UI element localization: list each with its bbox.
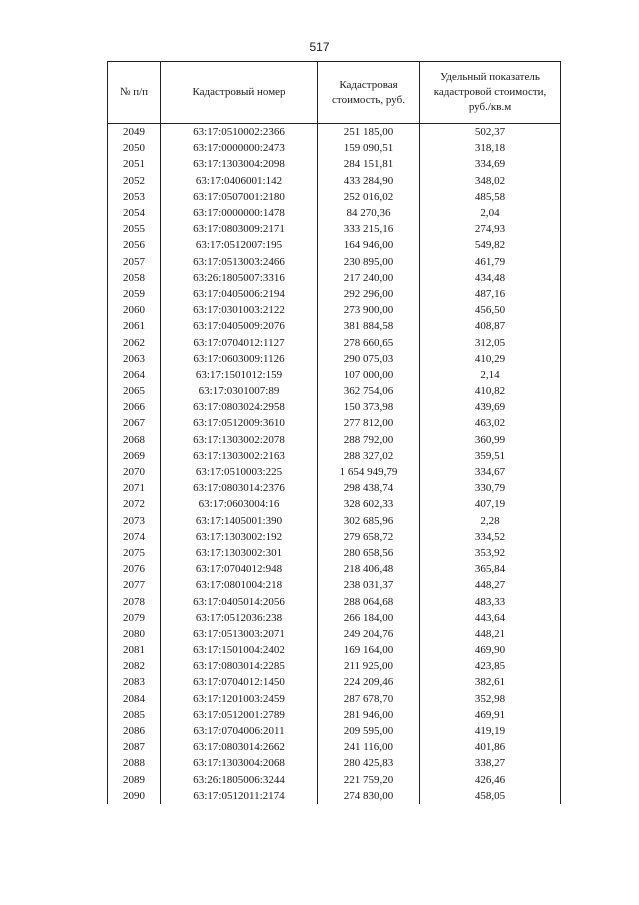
table-row [108,367,561,383]
table-row [108,432,561,448]
table-header-row [108,62,561,124]
cell-cadastral-number: 63:17:0704012:1450 [161,674,318,690]
cell-cadastral-value: 433 284,90 [318,173,420,189]
cell-cadastral-value: 280 425,83 [318,755,420,771]
cell-num: 2086 [108,723,161,739]
table-row [108,658,561,674]
cell-cadastral-value: 230 895,00 [318,254,420,270]
cell-num: 2083 [108,674,161,690]
cell-num: 2078 [108,593,161,609]
cell-cadastral-value: 292 296,00 [318,286,420,302]
cell-cadastral-number: 63:17:1405001:390 [161,513,318,529]
cell-specific-indicator: 419,19 [420,723,561,739]
table-row [108,707,561,723]
table-row [108,788,561,804]
cell-specific-indicator: 2,14 [420,367,561,383]
cell-num: 2049 [108,124,161,141]
cell-specific-indicator: 382,61 [420,674,561,690]
table-row [108,415,561,431]
cell-num: 2085 [108,707,161,723]
cell-cadastral-value: 241 116,00 [318,739,420,755]
cell-specific-indicator: 487,16 [420,286,561,302]
cell-specific-indicator: 352,98 [420,691,561,707]
cell-cadastral-value: 288 792,00 [318,432,420,448]
cell-num: 2068 [108,432,161,448]
cell-cadastral-number: 63:17:1501004:2402 [161,642,318,658]
table-row [108,739,561,755]
cell-cadastral-value: 211 925,00 [318,658,420,674]
cell-num: 2090 [108,788,161,804]
table-row [108,561,561,577]
cell-cadastral-number: 63:26:1805006:3244 [161,772,318,788]
cell-cadastral-number: 63:17:0803014:2376 [161,480,318,496]
cell-cadastral-value: 1 654 949,79 [318,464,420,480]
table-row [108,674,561,690]
cell-cadastral-value: 107 000,00 [318,367,420,383]
cell-num: 2057 [108,254,161,270]
cell-specific-indicator: 463,02 [420,415,561,431]
table-row [108,173,561,189]
cell-specific-indicator: 423,85 [420,658,561,674]
cell-num: 2072 [108,496,161,512]
cell-cadastral-value: 274 830,00 [318,788,420,804]
cell-cadastral-number: 63:17:0512007:195 [161,237,318,253]
cell-specific-indicator: 338,27 [420,755,561,771]
cell-cadastral-value: 266 184,00 [318,610,420,626]
table-row [108,545,561,561]
cell-num: 2084 [108,691,161,707]
cell-cadastral-value: 287 678,70 [318,691,420,707]
cell-cadastral-number: 63:17:0406001:142 [161,173,318,189]
cell-cadastral-value: 249 204,76 [318,626,420,642]
cell-specific-indicator: 458,05 [420,788,561,804]
cell-cadastral-value: 288 327,02 [318,448,420,464]
cell-cadastral-value: 279 658,72 [318,529,420,545]
cell-cadastral-value: 277 812,00 [318,415,420,431]
cell-num: 2052 [108,173,161,189]
cell-specific-indicator: 448,21 [420,626,561,642]
cell-num: 2059 [108,286,161,302]
cell-cadastral-number: 63:17:0803014:2285 [161,658,318,674]
cell-num: 2070 [108,464,161,480]
cell-specific-indicator: 318,18 [420,140,561,156]
cell-specific-indicator: 274,93 [420,221,561,237]
cell-num: 2079 [108,610,161,626]
table-row [108,529,561,545]
cell-specific-indicator: 469,90 [420,642,561,658]
header-cadastral-value: Кадастровая стоимость, руб. [318,62,420,124]
table-row [108,351,561,367]
cell-num: 2050 [108,140,161,156]
cell-cadastral-number: 63:17:0301007:89 [161,383,318,399]
cell-cadastral-number: 63:17:0000000:1478 [161,205,318,221]
cell-cadastral-value: 252 016,02 [318,189,420,205]
table-row [108,286,561,302]
cell-cadastral-number: 63:17:0000000:2473 [161,140,318,156]
cell-num: 2061 [108,318,161,334]
cell-cadastral-number: 63:17:0513003:2466 [161,254,318,270]
cell-cadastral-value: 333 215,16 [318,221,420,237]
cell-cadastral-number: 63:17:0803009:2171 [161,221,318,237]
cell-specific-indicator: 502,37 [420,124,561,141]
table-row [108,464,561,480]
table-row [108,302,561,318]
cell-cadastral-number: 63:17:0512009:3610 [161,415,318,431]
table-row [108,383,561,399]
cell-cadastral-number: 63:17:1303002:2163 [161,448,318,464]
table-row [108,772,561,788]
cell-num: 2054 [108,205,161,221]
cell-cadastral-number: 63:17:0405006:2194 [161,286,318,302]
cell-specific-indicator: 434,48 [420,270,561,286]
cell-cadastral-value: 298 438,74 [318,480,420,496]
cell-cadastral-value: 150 373,98 [318,399,420,415]
cell-cadastral-number: 63:17:0405014:2056 [161,593,318,609]
cell-cadastral-value: 209 595,00 [318,723,420,739]
table-row [108,577,561,593]
cell-num: 2077 [108,577,161,593]
cell-specific-indicator: 360,99 [420,432,561,448]
cell-cadastral-number: 63:17:0512036:238 [161,610,318,626]
cell-cadastral-number: 63:17:0512001:2789 [161,707,318,723]
cell-specific-indicator: 365,84 [420,561,561,577]
table-row [108,642,561,658]
cell-num: 2063 [108,351,161,367]
cell-cadastral-number: 63:17:0603009:1126 [161,351,318,367]
table-row [108,626,561,642]
cell-cadastral-number: 63:17:0603004:16 [161,496,318,512]
table-row [108,237,561,253]
cell-num: 2065 [108,383,161,399]
cell-specific-indicator: 426,46 [420,772,561,788]
cell-specific-indicator: 334,52 [420,529,561,545]
cell-cadastral-number: 63:17:0405009:2076 [161,318,318,334]
cell-num: 2076 [108,561,161,577]
cell-num: 2074 [108,529,161,545]
cell-cadastral-number: 63:17:1303002:192 [161,529,318,545]
cell-cadastral-number: 63:17:0513003:2071 [161,626,318,642]
table-row [108,496,561,512]
table-row [108,140,561,156]
cell-specific-indicator: 334,69 [420,156,561,172]
cell-cadastral-value: 281 946,00 [318,707,420,723]
table-row [108,221,561,237]
cell-num: 2055 [108,221,161,237]
cell-cadastral-value: 290 075,03 [318,351,420,367]
cell-cadastral-value: 288 064,68 [318,593,420,609]
cell-specific-indicator: 401,86 [420,739,561,755]
cell-cadastral-number: 63:17:0510003:225 [161,464,318,480]
cell-cadastral-number: 63:17:1303004:2098 [161,156,318,172]
cell-cadastral-value: 280 658,56 [318,545,420,561]
cell-num: 2058 [108,270,161,286]
cell-specific-indicator: 408,87 [420,318,561,334]
cell-cadastral-number: 63:17:0704012:1127 [161,334,318,350]
table-row [108,399,561,415]
cell-cadastral-value: 362 754,06 [318,383,420,399]
header-specific-indicator: Удельный показатель кадастровой стоимости, руб./кв.м [420,62,561,124]
table-row [108,124,561,141]
cell-specific-indicator: 353,92 [420,545,561,561]
cell-cadastral-value: 381 884,58 [318,318,420,334]
cell-num: 2067 [108,415,161,431]
cell-num: 2069 [108,448,161,464]
cell-specific-indicator: 407,19 [420,496,561,512]
cell-cadastral-number: 63:17:0507001:2180 [161,189,318,205]
cell-num: 2064 [108,367,161,383]
cell-specific-indicator: 410,82 [420,383,561,399]
cell-cadastral-number: 63:17:0803014:2662 [161,739,318,755]
cell-specific-indicator: 456,50 [420,302,561,318]
cell-specific-indicator: 410,29 [420,351,561,367]
cell-specific-indicator: 330,79 [420,480,561,496]
table-row [108,723,561,739]
cell-cadastral-number: 63:17:1303002:2078 [161,432,318,448]
table-row [108,205,561,221]
table-row [108,334,561,350]
cell-cadastral-value: 84 270,36 [318,205,420,221]
cell-cadastral-number: 63:17:0704006:2011 [161,723,318,739]
cell-specific-indicator: 469,91 [420,707,561,723]
cell-cadastral-number: 63:17:0704012:948 [161,561,318,577]
cell-num: 2082 [108,658,161,674]
cell-cadastral-number: 63:17:0801004:218 [161,577,318,593]
cell-num: 2080 [108,626,161,642]
cell-num: 2081 [108,642,161,658]
table-row [108,318,561,334]
cell-num: 2053 [108,189,161,205]
cell-num: 2066 [108,399,161,415]
cell-num: 2075 [108,545,161,561]
header-cadastral-number: Кадастровый номер [161,62,318,124]
cell-num: 2087 [108,739,161,755]
cell-cadastral-number: 63:17:1303004:2068 [161,755,318,771]
table-row [108,254,561,270]
cell-specific-indicator: 483,33 [420,593,561,609]
cell-specific-indicator: 312,05 [420,334,561,350]
cell-cadastral-value: 278 660,65 [318,334,420,350]
cell-cadastral-number: 63:17:0803024:2958 [161,399,318,415]
table-row [108,513,561,529]
cell-cadastral-number: 63:17:1501012:159 [161,367,318,383]
table-row [108,448,561,464]
header-num: № п/п [108,62,161,124]
cell-specific-indicator: 2,04 [420,205,561,221]
cell-cadastral-value: 218 406,48 [318,561,420,577]
table-row [108,755,561,771]
table-row [108,593,561,609]
cell-specific-indicator: 549,82 [420,237,561,253]
cell-cadastral-number: 63:17:0301003:2122 [161,302,318,318]
cell-specific-indicator: 443,64 [420,610,561,626]
table-row [108,270,561,286]
cell-specific-indicator: 334,67 [420,464,561,480]
cell-cadastral-number: 63:17:1303002:301 [161,545,318,561]
table-row [108,189,561,205]
cell-cadastral-value: 164 946,00 [318,237,420,253]
cell-specific-indicator: 461,79 [420,254,561,270]
cell-cadastral-value: 159 090,51 [318,140,420,156]
table-row [108,480,561,496]
table-row [108,610,561,626]
cell-num: 2056 [108,237,161,253]
cell-specific-indicator: 439,69 [420,399,561,415]
cell-cadastral-number: 63:17:0510002:2366 [161,124,318,141]
cell-cadastral-value: 284 151,81 [318,156,420,172]
cell-specific-indicator: 448,27 [420,577,561,593]
cell-specific-indicator: 2,28 [420,513,561,529]
cell-num: 2071 [108,480,161,496]
cell-cadastral-number: 63:26:1805007:3316 [161,270,318,286]
cell-num: 2088 [108,755,161,771]
cell-num: 2073 [108,513,161,529]
cell-cadastral-value: 273 900,00 [318,302,420,318]
cell-num: 2060 [108,302,161,318]
cell-cadastral-number: 63:17:0512011:2174 [161,788,318,804]
cell-cadastral-value: 302 685,96 [318,513,420,529]
page-number: 517 [309,40,330,54]
cell-cadastral-value: 224 209,46 [318,674,420,690]
table-row [108,156,561,172]
table-row [108,691,561,707]
cell-num: 2062 [108,334,161,350]
cell-cadastral-value: 217 240,00 [318,270,420,286]
cell-specific-indicator: 348,02 [420,173,561,189]
cell-cadastral-value: 221 759,20 [318,772,420,788]
cell-cadastral-value: 169 164,00 [318,642,420,658]
cadastral-table [107,61,561,804]
cell-cadastral-value: 328 602,33 [318,496,420,512]
cell-specific-indicator: 485,58 [420,189,561,205]
cell-cadastral-number: 63:17:1201003:2459 [161,691,318,707]
cell-cadastral-value: 251 185,00 [318,124,420,141]
cell-specific-indicator: 359,51 [420,448,561,464]
table-body [108,124,561,804]
cell-num: 2051 [108,156,161,172]
cell-cadastral-value: 238 031,37 [318,577,420,593]
cell-num: 2089 [108,772,161,788]
